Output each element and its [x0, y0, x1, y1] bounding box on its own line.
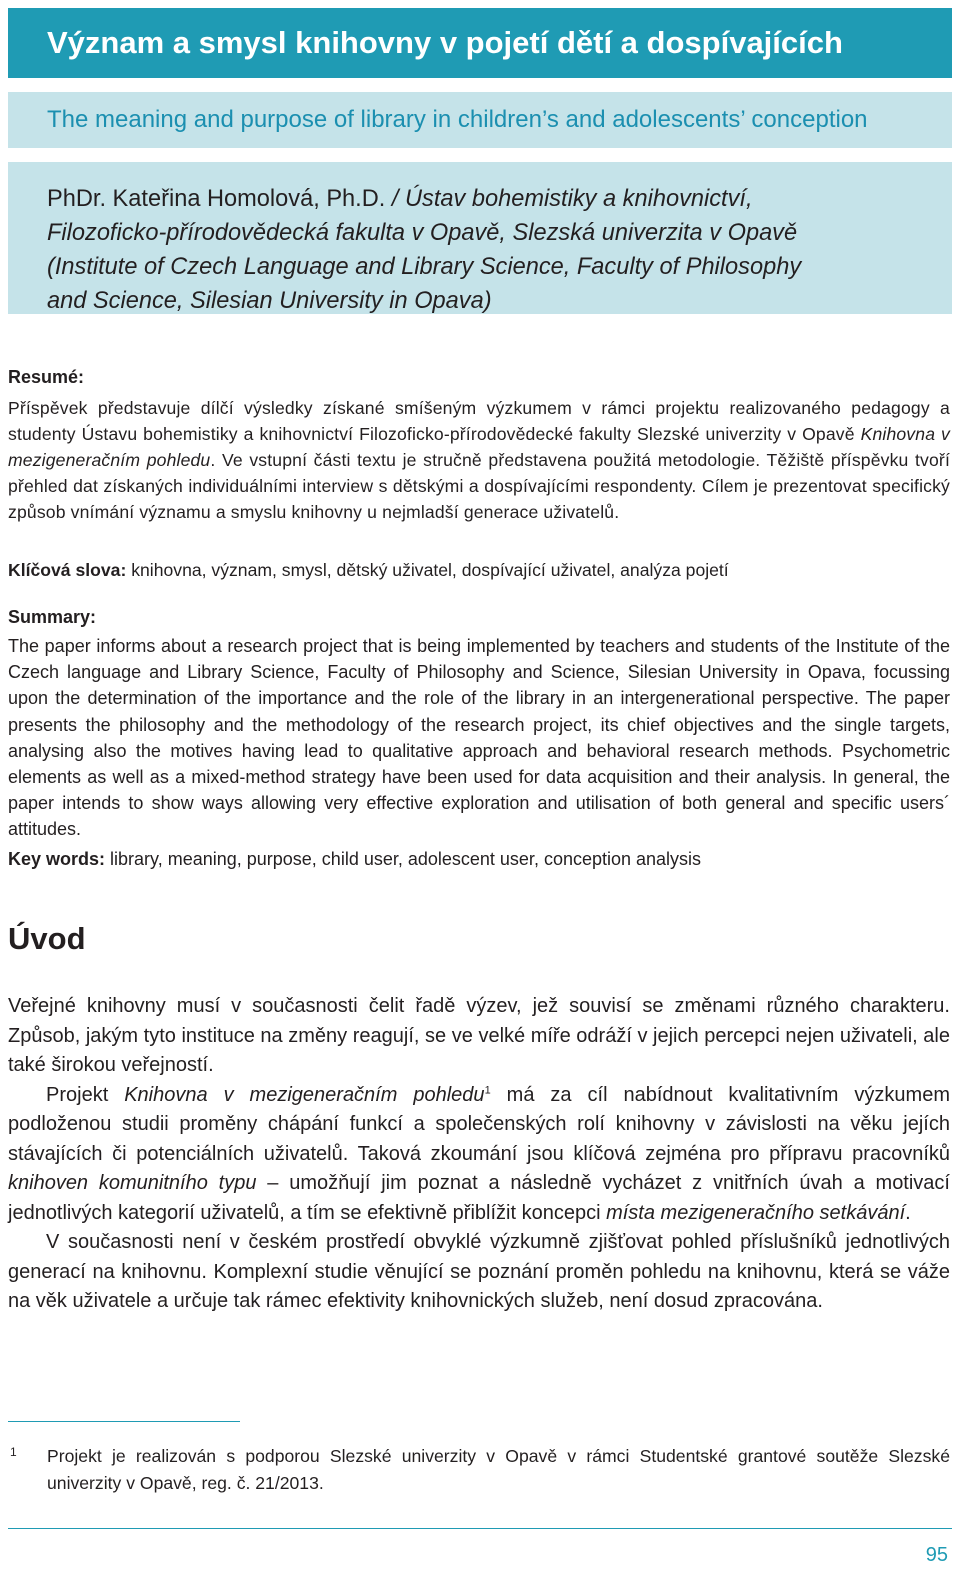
intro-paragraph-3: V současnosti není v českém prostředí obvyklé výzkumně zjišťovat pohled příslušníků jednotlivých generací na knihovnu. Komplexní studie věnující se poznání proměn pohledu na knihovnu, která se váže na věk uživatele a určuje tak rámec efektivity knihovnických služeb, není dosud zpracována.: [8, 1231, 950, 1312]
intro-p2-text-c: – umožňují jim poznat a následně vycházet z vnitřních úvah a motivací jednotlivých kategorií uživatelů, a tím se efektivně přiblížit koncepci: [8, 1172, 950, 1224]
footnote-reference: 1: [484, 1083, 491, 1096]
affiliation-line-1: / Ústav bohemistiky a knihovnictví,: [385, 186, 753, 212]
intro-p2-text-a: Projekt: [46, 1083, 125, 1106]
intro-p2-italic-meeting-place: místa mezigeneračního setkávání: [606, 1201, 906, 1224]
summary-heading: Summary:: [8, 607, 97, 627]
article-title-banner: [8, 8, 952, 78]
resume-text-end: . Ve vstupní části textu je stručně představena použitá metodologie. Těžiště příspěvku tvoří přehled dat získaných individuálními interview s dětskými a dospívajícími respondenty. Cílem je prezentovat specifický způsob vnímání významu a smyslu knihovny u nejmladší generace uživatelů.: [8, 450, 950, 522]
article-subtitle-banner: [8, 92, 952, 148]
footnote-text: Projekt je realizován s podporou Slezské univerzity v Opavě v rámci Studentské grantové soutěže Slezské univerzity v Opavě, reg. č. 21/2013.: [47, 1446, 950, 1493]
introduction-heading: Úvod: [8, 921, 86, 956]
affiliation-line-2: Filozoficko-přírodovědecká fakulta v Opavě, Slezská univerzita v Opavě: [47, 220, 798, 246]
intro-p2-italic-community: knihoven komunitního typu: [8, 1172, 257, 1194]
english-keywords-label: Key words:: [8, 849, 106, 869]
resume-text: [8, 395, 950, 525]
resume-project-title: Knihovna v mezigeneračním pohledu: [8, 424, 950, 470]
author-affiliation-box: [8, 162, 952, 314]
english-keywords: [8, 846, 950, 872]
article-title: Význam a smysl knihovny v pojetí dětí a dospívajících: [47, 25, 843, 60]
czech-keywords: [8, 557, 950, 583]
summary-text: The paper informs about a research project that is being implemented by teachers and students of the Institute of the Czech language and Library Science, Faculty of Philosophy and Science, Silesian University in Opava, focussing upon the determination of the importance and the role of the library in an intergenerational perspective. The paper presents the philosophy and the methodology of the research project, its chief objectives and the single targets, analysing also the motives having lead to qualitative approach and behavioral research methods. Psychometric elements as well as a mixed-method strategy have been used for data acquisition and their analysis. In general, the paper intends to show ways allowing very effective exploration and utilisation of both general and specific users´ attitudes.: [8, 636, 950, 840]
intro-paragraph-2: [8, 1081, 950, 1229]
intro-p2-text-d: .: [905, 1201, 911, 1224]
page-number: 95: [925, 1544, 948, 1566]
english-keywords-list: library, meaning, purpose, child user, adolescent user, conception analysis: [105, 849, 702, 869]
page-footer-divider: [8, 1528, 952, 1529]
resume-heading: Resumé:: [8, 367, 85, 387]
affiliation-line-4: and Science, Silesian University in Opava): [47, 288, 492, 314]
czech-keywords-list: knihovna, význam, smysl, dětský uživatel, dospívající uživatel, analýza pojetí: [126, 560, 729, 580]
czech-keywords-label: Klíčová slova:: [8, 560, 127, 580]
intro-paragraph-1: Veřejné knihovny musí v současnosti čelit řadě výzev, jež souvisí se změnami různého charakteru. Způsob, jakým tyto instituce na změny reagují, se ve velké míře odráží v jejich percepci nejen uživateli, ale také širokou veřejností.: [8, 995, 950, 1076]
author-name: PhDr. Kateřina Homolová, Ph.D.: [47, 186, 386, 212]
intro-p2-project-title: Knihovna v mezigeneračním pohledu: [124, 1083, 485, 1106]
affiliation-line-3: (Institute of Czech Language and Library Science, Faculty of Philosophy: [47, 254, 802, 280]
intro-p2-text-b: má za cíl nabídnout kvalitativním výzkumem podloženou studii proměny chápání funkcí a společenských rolí knihovny v závislosti na věku jejích stávajících či potenciálních uživatelů. Taková zkoumání jsou klíčová zejména pro přípravu pracovníků: [8, 1083, 950, 1165]
footnote-mark: 1: [10, 1445, 17, 1459]
introduction-body: [8, 992, 950, 1317]
resume-text-start: Příspěvek představuje dílčí výsledky získané smíšeným výzkumem v rámci projektu realizovaného pedagogy a studenty Ústavu bohemistiky a knihovnictví Filozoficko-přírodovědecké fakulty Slezské univerzity v Opavě: [8, 398, 950, 444]
article-subtitle: The meaning and purpose of library in children’s and adolescents’ conception: [47, 106, 868, 133]
footnote-divider: [8, 1421, 240, 1422]
